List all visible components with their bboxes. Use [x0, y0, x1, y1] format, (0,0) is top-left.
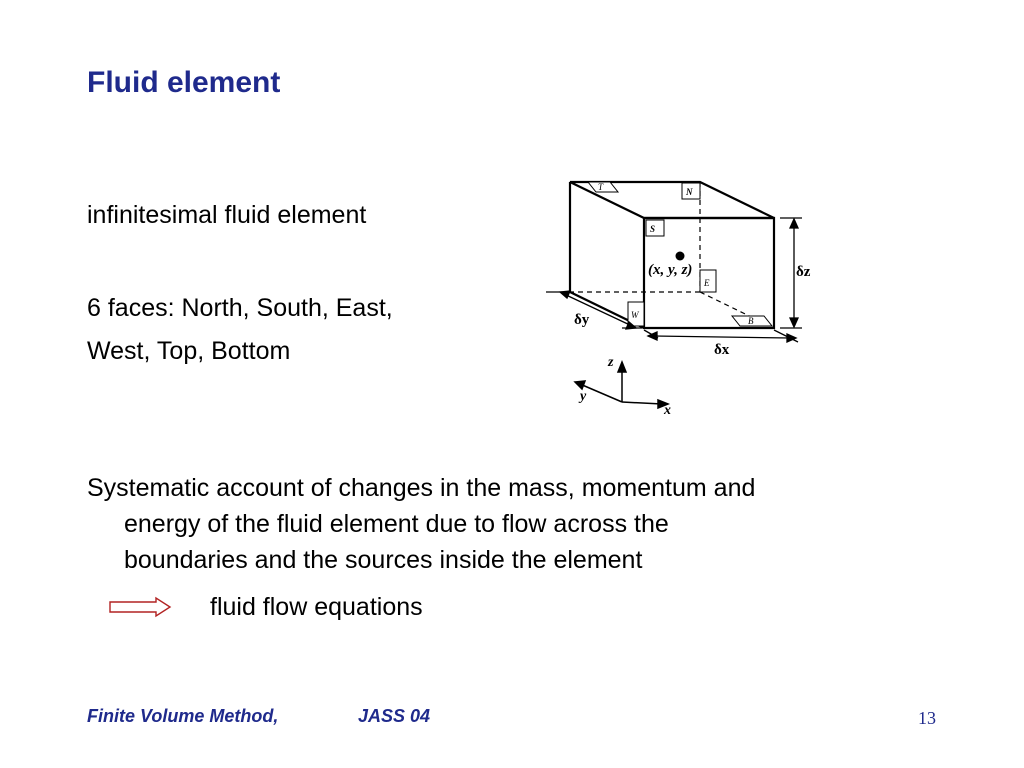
- bullet-infinitesimal: infinitesimal fluid element: [87, 201, 367, 229]
- footer-course: Finite Volume Method,: [87, 706, 279, 726]
- face-label-top: T: [598, 182, 604, 192]
- paragraph-line-3: boundaries and the sources inside the element: [124, 546, 643, 574]
- cube-edges: [570, 182, 774, 328]
- face-label-east: E: [704, 278, 710, 288]
- page-number: 13: [918, 708, 936, 728]
- dy-label: δy: [574, 312, 590, 328]
- bullet-faces-cont: West, Top, Bottom: [87, 337, 291, 365]
- face-label-bottom: B: [748, 316, 754, 326]
- result-text: fluid flow equations: [210, 593, 423, 621]
- fluid-element-diagram: [540, 170, 840, 430]
- face-label-north: N: [686, 187, 693, 197]
- center-point: [676, 252, 685, 261]
- paragraph-line-2: energy of the fluid element due to flow across the: [124, 510, 669, 538]
- dx-label: δx: [714, 342, 730, 358]
- implies-arrow-icon: [108, 596, 174, 618]
- coordinate-axes: [575, 362, 668, 408]
- dz-label: δz: [796, 264, 811, 280]
- footer-event: JASS 04: [358, 706, 431, 726]
- bullet-six-faces: 6 faces: North, South, East,: [87, 294, 393, 322]
- axis-label-z: z: [608, 355, 614, 370]
- description-paragraph: [87, 470, 967, 578]
- axis-label-y: y: [580, 389, 587, 404]
- center-point-label: (x, y, z): [648, 262, 693, 278]
- axis-label-x: x: [664, 403, 671, 418]
- slide-title: Fluid element: [87, 66, 281, 99]
- paragraph-line-1: Systematic account of changes in the mass, momentum and: [87, 474, 756, 502]
- dx-dimension: [644, 330, 798, 342]
- face-label-south: S: [650, 224, 656, 234]
- face-label-west: W: [631, 310, 639, 320]
